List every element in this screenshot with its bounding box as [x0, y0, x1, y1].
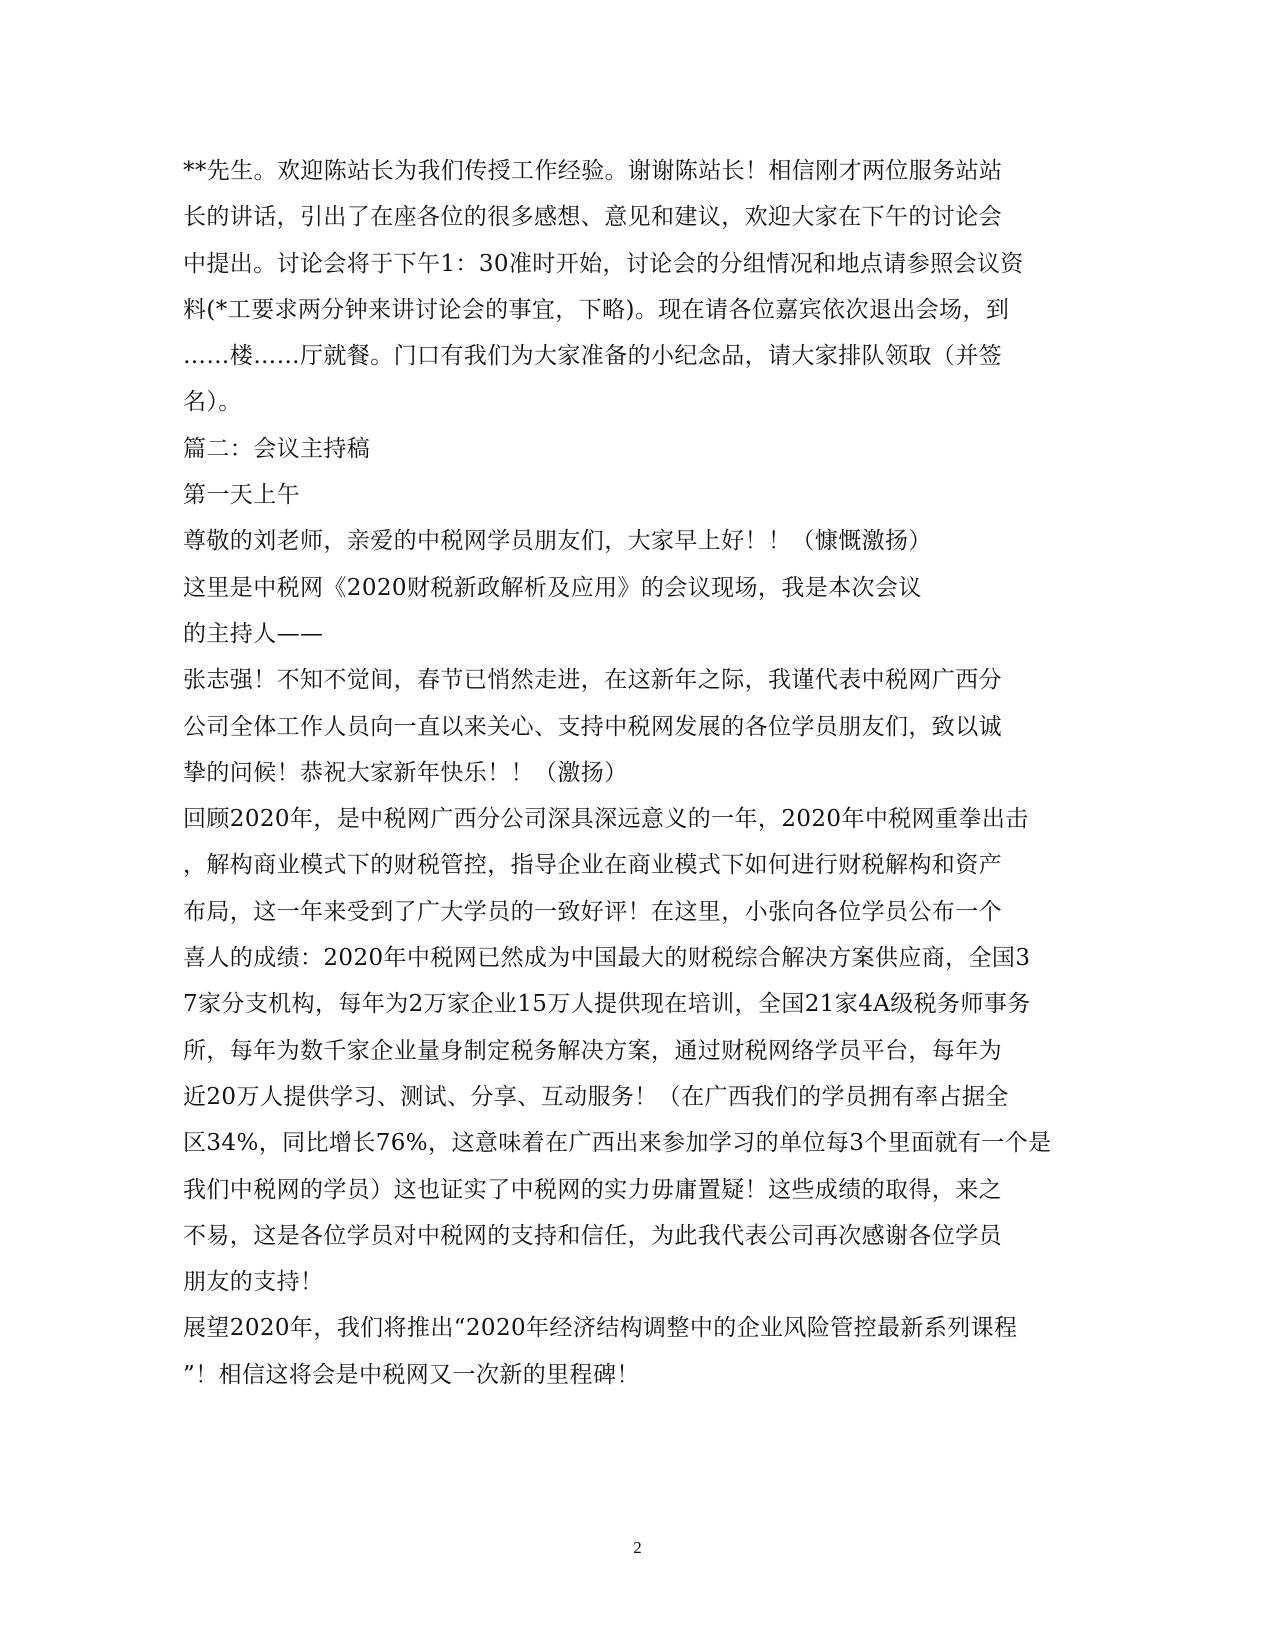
- body-line: 朋友的支持！: [183, 1269, 324, 1296]
- body-line: 长的讲话，引出了在座各位的很多感想、意见和建议，欢迎大家在下午的讨论会: [183, 204, 1002, 231]
- body-line: 张志强！不知不觉间，春节已悄然走进，在这新年之际，我谨代表中税网广西分: [183, 667, 1002, 694]
- body-line: 回顾2020年，是中税网广西分公司深具深远意义的一年，2020年中税网重拳出击: [183, 806, 1029, 833]
- body-line: 名）。: [183, 389, 242, 416]
- subheading: 第一天上午: [183, 482, 300, 509]
- body-line: 尊敬的刘老师，亲爱的中税网学员朋友们，大家早上好！！（慷慨激扬）: [183, 528, 932, 555]
- body-line: 这里是中税网《2020财税新政解析及应用》的会议现场，我是本次会议: [183, 574, 922, 601]
- body-line: **先生。欢迎陈站长为我们传授工作经验。谢谢陈站长！相信刚才两位服务站站: [183, 158, 1003, 184]
- body-line: ，解构商业模式下的财税管控，指导企业在商业模式下如何进行财税解构和资产: [183, 852, 1002, 879]
- document-body: [183, 148, 1052, 1398]
- body-line: 近20万人提供学习、测试、分享、互动服务！（在广西我们的学员拥有率占据全: [183, 1083, 1009, 1110]
- section-heading: 篇二：会议主持稿: [183, 435, 371, 462]
- body-line: 料(*工要求两分钟来讲讨论会的事宜，下略)。现在请各位嘉宾依次退出会场，到: [183, 296, 1010, 323]
- body-line: 布局，这一年来受到了广大学员的一致好评！在这里，小张向各位学员公布一个: [183, 898, 1002, 925]
- body-line: 展望2020年，我们将推出“2020年经济结构调整中的企业风险管控最新系列课程: [183, 1315, 1018, 1342]
- body-line: ”！相信这将会是中税网又一次新的里程碑！: [183, 1361, 640, 1388]
- page-number: 2: [633, 1538, 642, 1557]
- body-line: 不易，这是各位学员对中税网的支持和信任，为此我代表公司再次感谢各位学员: [183, 1222, 1002, 1249]
- body-line: 中提出。讨论会将于下午1：30准时开始，讨论会的分组情况和地点请参照会议资: [183, 250, 1024, 277]
- body-line: ……楼……厅就餐。门口有我们为大家准备的小纪念品，请大家排队领取（并签: [183, 343, 1002, 370]
- body-line: 喜人的成绩：2020年中税网已然成为中国最大的财税综合解决方案供应商，全国3: [183, 945, 1031, 972]
- body-line: 挚的问候！恭祝大家新年快乐！！（激扬）: [183, 759, 628, 786]
- body-line: 我们中税网的学员）这也证实了中税网的实力毋庸置疑！这些成绩的取得，来之: [183, 1176, 1002, 1203]
- body-line: 所，每年为数千家企业量身制定税务解决方案，通过财税网络学员平台，每年为: [183, 1037, 1002, 1064]
- body-line: 的主持人——: [183, 620, 324, 647]
- body-line: 7家分支机构，每年为2万家企业15万人提供现在培训，全国21家4A级税务师事务: [183, 991, 1031, 1018]
- body-line: 公司全体工作人员向一直以来关心、支持中税网发展的各位学员朋友们，致以诚: [183, 713, 1002, 740]
- body-line: 区34%，同比增长76%，这意味着在广西出来参加学习的单位每3个里面就有一个是: [183, 1130, 1052, 1157]
